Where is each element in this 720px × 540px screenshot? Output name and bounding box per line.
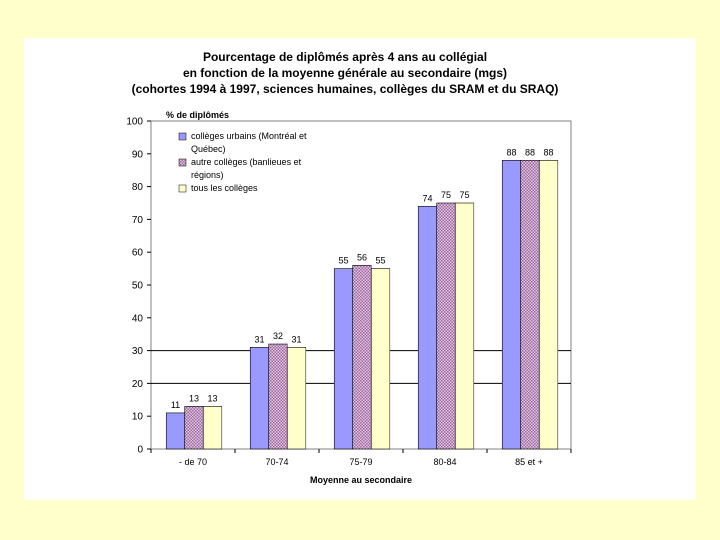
data-label: 55 xyxy=(338,255,349,266)
bar-de70-s1 xyxy=(185,406,204,449)
chart-title-line-1: Pourcentage de diplômés après 4 ans au collégial xyxy=(202,50,488,64)
bar-85et-s2 xyxy=(539,160,558,449)
bar-8084-s1 xyxy=(437,203,456,449)
legend-label-2: tous les collèges xyxy=(191,183,258,193)
y-tick-label: 70 xyxy=(131,214,143,226)
y-axis-title: % de diplômés xyxy=(166,110,230,120)
data-label: 55 xyxy=(375,255,386,266)
bar-7074-s2 xyxy=(287,347,306,449)
legend-swatch-1 xyxy=(179,159,186,166)
data-label: 13 xyxy=(188,393,200,404)
bar-de70-s0 xyxy=(166,413,185,449)
legend-label-0: Québec) xyxy=(191,144,226,154)
data-label: 31 xyxy=(254,334,265,345)
x-axis-title: Moyenne au secondaire xyxy=(309,475,413,485)
x-tick-label: - de 70 xyxy=(178,457,208,467)
chart-title-line-2: en fonction de la moyenne générale au secondaire (mgs) xyxy=(182,66,508,80)
bar-de70-s2 xyxy=(203,406,222,449)
bar-7579-s0 xyxy=(334,269,353,449)
x-tick-label: 85 et + xyxy=(515,457,543,467)
chart-panel xyxy=(24,38,696,500)
bar-7074-s0 xyxy=(250,347,269,449)
bar-7579-s1 xyxy=(353,265,372,449)
x-tick-label: 75-79 xyxy=(349,457,373,467)
legend-label-0: collèges urbains (Montréal et xyxy=(191,131,307,141)
data-label: 75 xyxy=(440,190,452,200)
x-tick-label: 80-84 xyxy=(433,457,457,467)
data-label: 13 xyxy=(207,393,218,404)
y-tick-label: 100 xyxy=(126,116,143,128)
data-label: 88 xyxy=(543,147,554,158)
data-label: 11 xyxy=(170,399,181,410)
bar-7074-s1 xyxy=(269,344,288,449)
chart-title-line-3: (cohortes 1994 à 1997, sciences humaines, collèges du SRAM et du SRAQ) xyxy=(131,82,559,96)
bar-8084-s0 xyxy=(418,206,437,449)
data-label: 32 xyxy=(272,331,284,342)
bar-7579-s2 xyxy=(371,269,390,449)
data-label: 88 xyxy=(524,147,536,158)
y-tick-label: 10 xyxy=(131,411,143,423)
legend-swatch-0 xyxy=(179,133,186,140)
data-label: 56 xyxy=(356,252,368,263)
y-tick-label: 30 xyxy=(131,346,143,358)
y-tick-label: 0 xyxy=(137,444,143,456)
y-tick-label: 90 xyxy=(131,149,143,161)
data-label: 88 xyxy=(506,147,517,158)
data-label: 31 xyxy=(291,334,302,345)
legend-swatch-2 xyxy=(179,185,186,192)
y-tick-label: 60 xyxy=(131,247,143,259)
x-tick-label: 70-74 xyxy=(265,457,289,467)
y-tick-label: 20 xyxy=(131,378,143,390)
bar-8084-s2 xyxy=(455,203,474,449)
bar-85et-s1 xyxy=(521,160,540,449)
data-label: 74 xyxy=(422,193,433,204)
y-tick-label: 80 xyxy=(131,182,143,194)
y-tick-label: 50 xyxy=(131,280,143,292)
bar-85et-s0 xyxy=(502,160,521,449)
data-label: 75 xyxy=(459,190,470,200)
legend-label-1: régions) xyxy=(191,170,224,180)
legend-label-1: autre collèges (banlieues et xyxy=(191,157,302,167)
bar-chart xyxy=(24,38,696,500)
y-tick-label: 40 xyxy=(131,313,143,325)
